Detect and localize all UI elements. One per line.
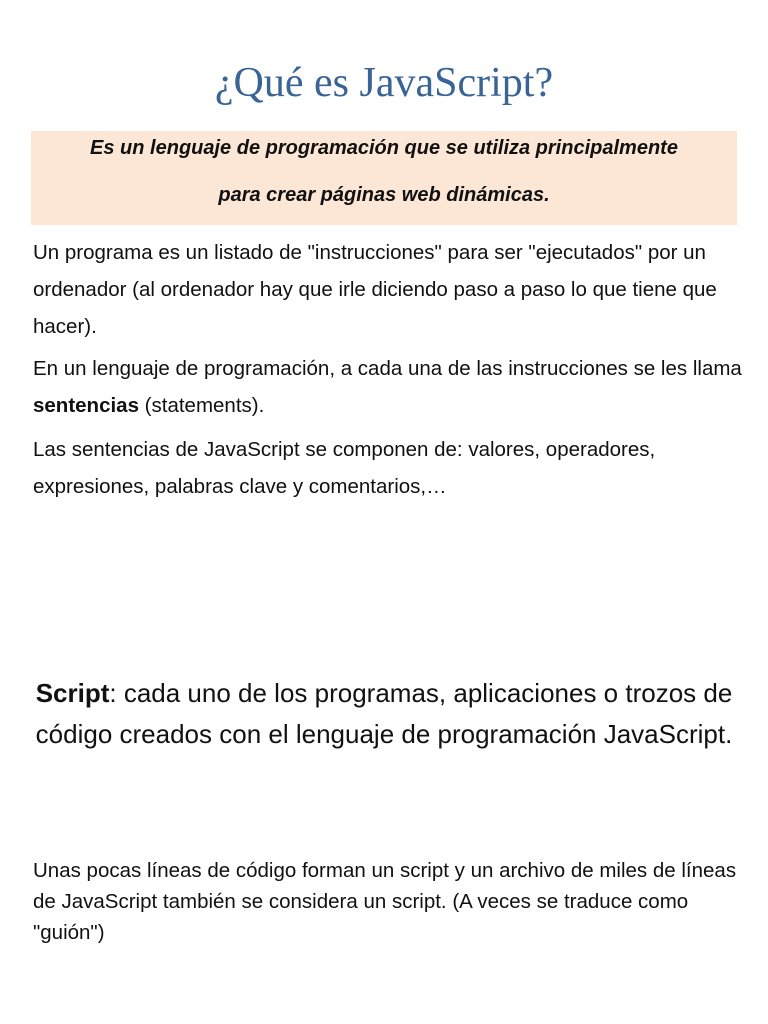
paragraph-statements-text-2: (statements). — [138, 394, 265, 417]
term-script: Script — [35, 678, 110, 708]
highlight-line-1: Es un lenguaje de programación que se utiliza principalmente — [90, 137, 678, 159]
paragraph-statements — [33, 350, 745, 424]
highlight-line-2: para crear páginas web dinámicas. — [218, 184, 550, 206]
paragraph-closing: Unas pocas líneas de código forman un script y un archivo de miles de líneas de JavaScript también se considera un script. (A veces se traduce como "guión") — [33, 859, 737, 944]
script-definition-text: : cada uno de los programas, aplicaciones o trozos de código creados con el lenguaje de programación JavaScript. — [35, 678, 733, 749]
term-sentencias: sentencias — [33, 394, 139, 417]
page-title: ¿Qué es JavaScript? — [214, 60, 554, 106]
script-definition — [30, 673, 738, 755]
definition-highlight-box — [31, 131, 737, 225]
paragraph-program: Un programa es un listado de "instrucciones" para ser "ejecutados" por un ordenador (al ordenador hay que irle diciendo paso a paso lo que tiene que hacer). — [33, 241, 717, 338]
paragraph-statements-text-1: En un lenguaje de programación, a cada una de las instrucciones se les llama — [33, 357, 742, 380]
paragraph-components: Las sentencias de JavaScript se componen de: valores, operadores, expresiones, palabras clave y comentarios,… — [33, 438, 656, 498]
